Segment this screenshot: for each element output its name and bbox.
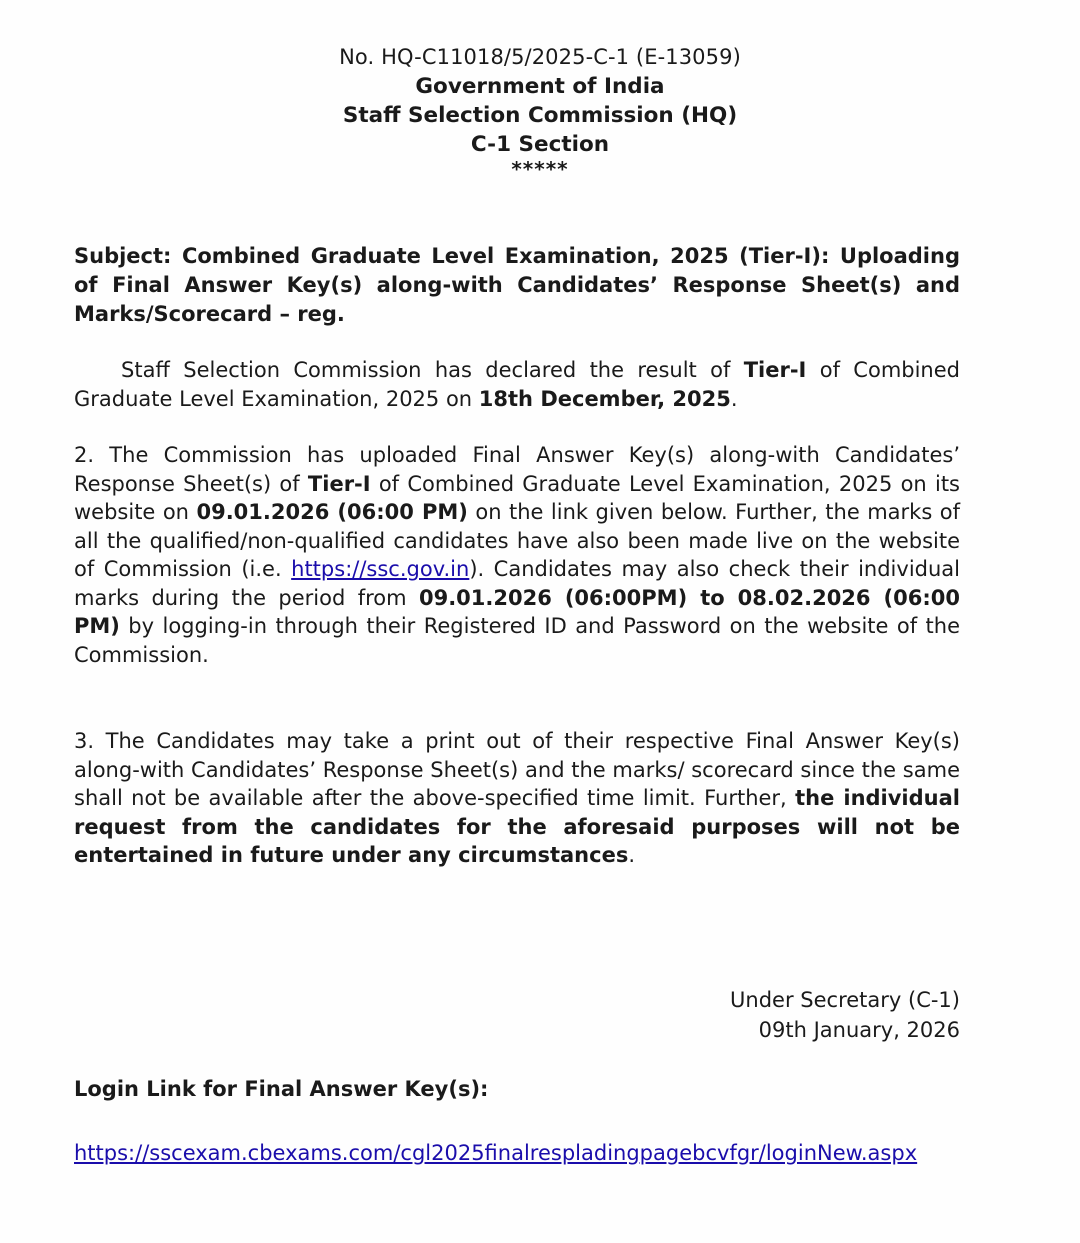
paragraph-2 (74, 441, 960, 669)
result-date: 18th December, 2025 (478, 386, 731, 411)
para1-text: Staff Selection Commission has declared the result of (121, 358, 744, 382)
para1-text: . (730, 386, 738, 411)
para1-tier: Tier-I (743, 358, 807, 382)
login-link-container (74, 1138, 954, 1168)
header-section: C-1 Section (470, 132, 610, 157)
para2-text: ). Candidates may also check their individual marks during the period from (74, 557, 960, 610)
signature-block (730, 985, 960, 1045)
para2-text: by logging-in through their Registered ID and Password on the website of the Commission. (74, 614, 960, 667)
notice-header (0, 43, 1080, 179)
subject-line: Subject: Combined Graduate Level Examination, 2025 (Tier-I): Uploading of Final Answer Key(s) along-with Candidates’ Response Sheet(s) and Marks/Scorecard – reg. (74, 244, 960, 326)
para2-tier: Tier-I (307, 471, 371, 496)
para2-text: 2. The Commission has uploaded Final Answer Key(s) along-with Candidates’ Response Sheet(s) of (74, 443, 960, 496)
marks-check-period: 09.01.2026 (06:00PM) to 08.02.2026 (06:00 PM) (74, 585, 960, 638)
para1-text: of Combined Graduate Level Examination, 2025 on (74, 358, 960, 411)
signature-date: 09th January, 2026 (758, 1018, 960, 1042)
header-commission: Staff Selection Commission (HQ) (342, 103, 738, 128)
upload-datetime: 09.01.2026 (06:00 PM) (196, 500, 468, 524)
reference-number: No. HQ-C11018/5/2025-C-1 (E-13059) (339, 45, 741, 69)
header-separator: ***** (511, 157, 569, 181)
paragraph-1 (74, 356, 960, 413)
login-link-title: Login Link for Final Answer Key(s): (74, 1077, 489, 1101)
final-answer-key-login-link[interactable]: https://sscexam.cbexams.com/cgl2025finalrespladingpagebcvfgr/loginNew.aspx (74, 1141, 918, 1165)
para3-text: . (628, 843, 636, 867)
paragraph-3 (74, 727, 960, 870)
no-requests-warning: the individual request from the candidates for the aforesaid purposes will not be entertained in future under any circumstances (74, 786, 960, 867)
ssc-website-link[interactable]: https://ssc.gov.in (291, 557, 470, 581)
para2-text: of Combined Graduate Level Examination, 2025 on its website on (74, 471, 960, 524)
para3-text: 3. The Candidates may take a print out of their respective Final Answer Key(s) along-with Candidates’ Response Sheet(s) and the marks/ scorecard since the same shall not be available after the above-specified time limit. Further, (74, 729, 960, 810)
signatory-designation: Under Secretary (C-1) (730, 988, 960, 1012)
header-government: Government of India (415, 74, 665, 99)
para2-text: on the link given below. Further, the marks of all the qualified/non-qualified candidates have also been made live on the website of Commission (i.e. (74, 500, 960, 581)
